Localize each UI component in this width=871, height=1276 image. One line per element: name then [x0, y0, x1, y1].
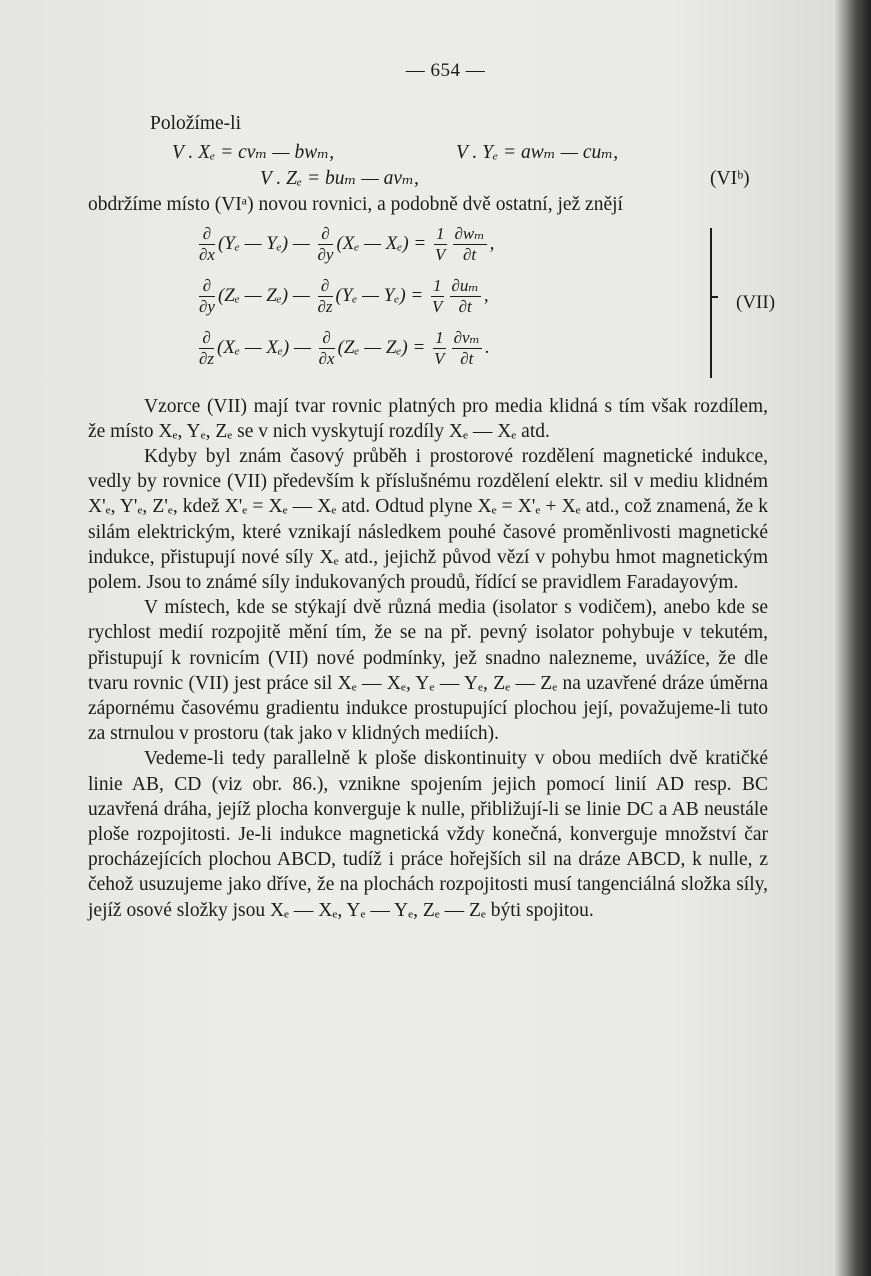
paragraph-4: Vedeme-li tedy parallelně k ploše diskontinuity v obou mediích dvě kratičké linie AB, CD (viz obr. 86.), vznikne spojením jejich pomocí linií AD resp. BC uzavřená dráha, jejíž plocha konverguje k nulle, přibližují-li se linie DC a AB neustále ploše rozpojitosti. Je-li indukce magnetická vždy konečná, konverguje množství čar procházejících plochou ABCD, tudíž i práce hořejších sil na dráze ABCD, k nulle, z čehož usuzujeme jako dříve, že na plochách rozpojitosti musí tangenciálná složka síly, jejíž osové složky jsou Xₑ — Xₑ, Yₑ — Yₑ, Zₑ — Zₑ býti spojitou.: [88, 748, 768, 921]
equation-vii-row-1: $\frac{\partial}{\partial x}$ (Yₑ — Yₑ) — $\frac{\partial}{\partial y}$ (Xₑ — Xₑ) = $\frac{1}{V}$ $\frac{\text{∂wₘ}}{\partial t}$ ,: [199, 223, 495, 264]
equation-vib-line1: [88, 140, 768, 166]
equation-vib-y: V . Yₑ = awₘ — cuₘ,: [456, 142, 619, 164]
page-content: [88, 58, 776, 923]
paragraph-3: V místech, kde se stýkají dvě různá media (isolator s vodičem), anebo kde se rychlost medií rozpojitě mění tím, že se na př. pevný isolator pohybuje v tekutém, přistupují k rovnicím (VII) nové podmínky, jež snadno nalezneme, uvážíce, že dle tvaru rovnic (VII) jest práce sil Xₑ — Xₑ, Yₑ — Yₑ, Zₑ — Zₑ na uzavřené dráze úměrna zápornému časovému gradientu indukce prostupující plochou její, považujeme-li tuto za strnulou v prostoru (tak jako v klidných mediích).: [88, 597, 768, 745]
system-brace: [700, 228, 712, 378]
equation-vib-z: V . Zₑ = buₘ — avₘ,: [260, 168, 419, 190]
equation-vii-row-2: $\frac{\partial}{\partial y}$ (Zₑ — Zₑ) — $\frac{\partial}{\partial z}$ (Yₑ — Yₑ) = $\frac{1}{V}$ $\frac{\text{∂uₘ}}{\partial t}$ ,: [199, 275, 489, 316]
system-brace-tip: [710, 296, 718, 298]
page-binding-edge: [835, 0, 871, 1276]
equation-system-vii: [88, 223, 776, 384]
intro-line: Položíme-li: [150, 113, 241, 135]
equation-vib-line2: [88, 166, 768, 192]
equation-vii-row-3: $\frac{\partial}{\partial z}$ (Xₑ — Xₑ) — $\frac{\partial}{\partial x}$ (Zₑ — Zₑ) = $\frac{1}{V}$ $\frac{\text{∂vₘ}}{\partial t}$ .: [199, 327, 490, 368]
after-equation-text: obdržíme místo (VIᵃ) novou rovnici, a podobně dvě ostatní, jež znějí: [88, 194, 623, 216]
page-number: — 654 —: [405, 60, 486, 81]
paragraph-1: Vzorce (VII) mají tvar rovnic platných pro media klidná s tím však rozdílem, že místo Xₑ, Yₑ, Zₑ se v nich vyskytují rozdíly Xₑ — Xₑ atd.: [88, 395, 768, 442]
equation-vib-tag: (VIᵇ): [710, 168, 750, 190]
equation-vib-x: V . Xₑ = cvₘ — bwₘ,: [172, 142, 335, 164]
paragraph-2: Kdyby byl znám časový průběh i prostorové rozdělení magnetické indukce, vedly by rovnice (VII) především k příslušnému rozdělení elektr. sil v mediu klidném X'ₑ, Y'ₑ, Z'ₑ, kdež X'ₑ = Xₑ — Xₑ atd. Odtud plyne Xₑ = X'ₑ + Xₑ atd., což znamená, že k silám elektrickým, které vznikají následkem pouhé časové proměnlivosti magnetické indukce, přistupují nové síly Xₑ atd., jejichž původ vězí v pohybu hmot magnetickým polem. Jsou to známé síly indukovaných proudů, řídící se pravidlem Faradayovým.: [88, 446, 768, 594]
equation-vii-tag: (VII): [736, 291, 776, 313]
